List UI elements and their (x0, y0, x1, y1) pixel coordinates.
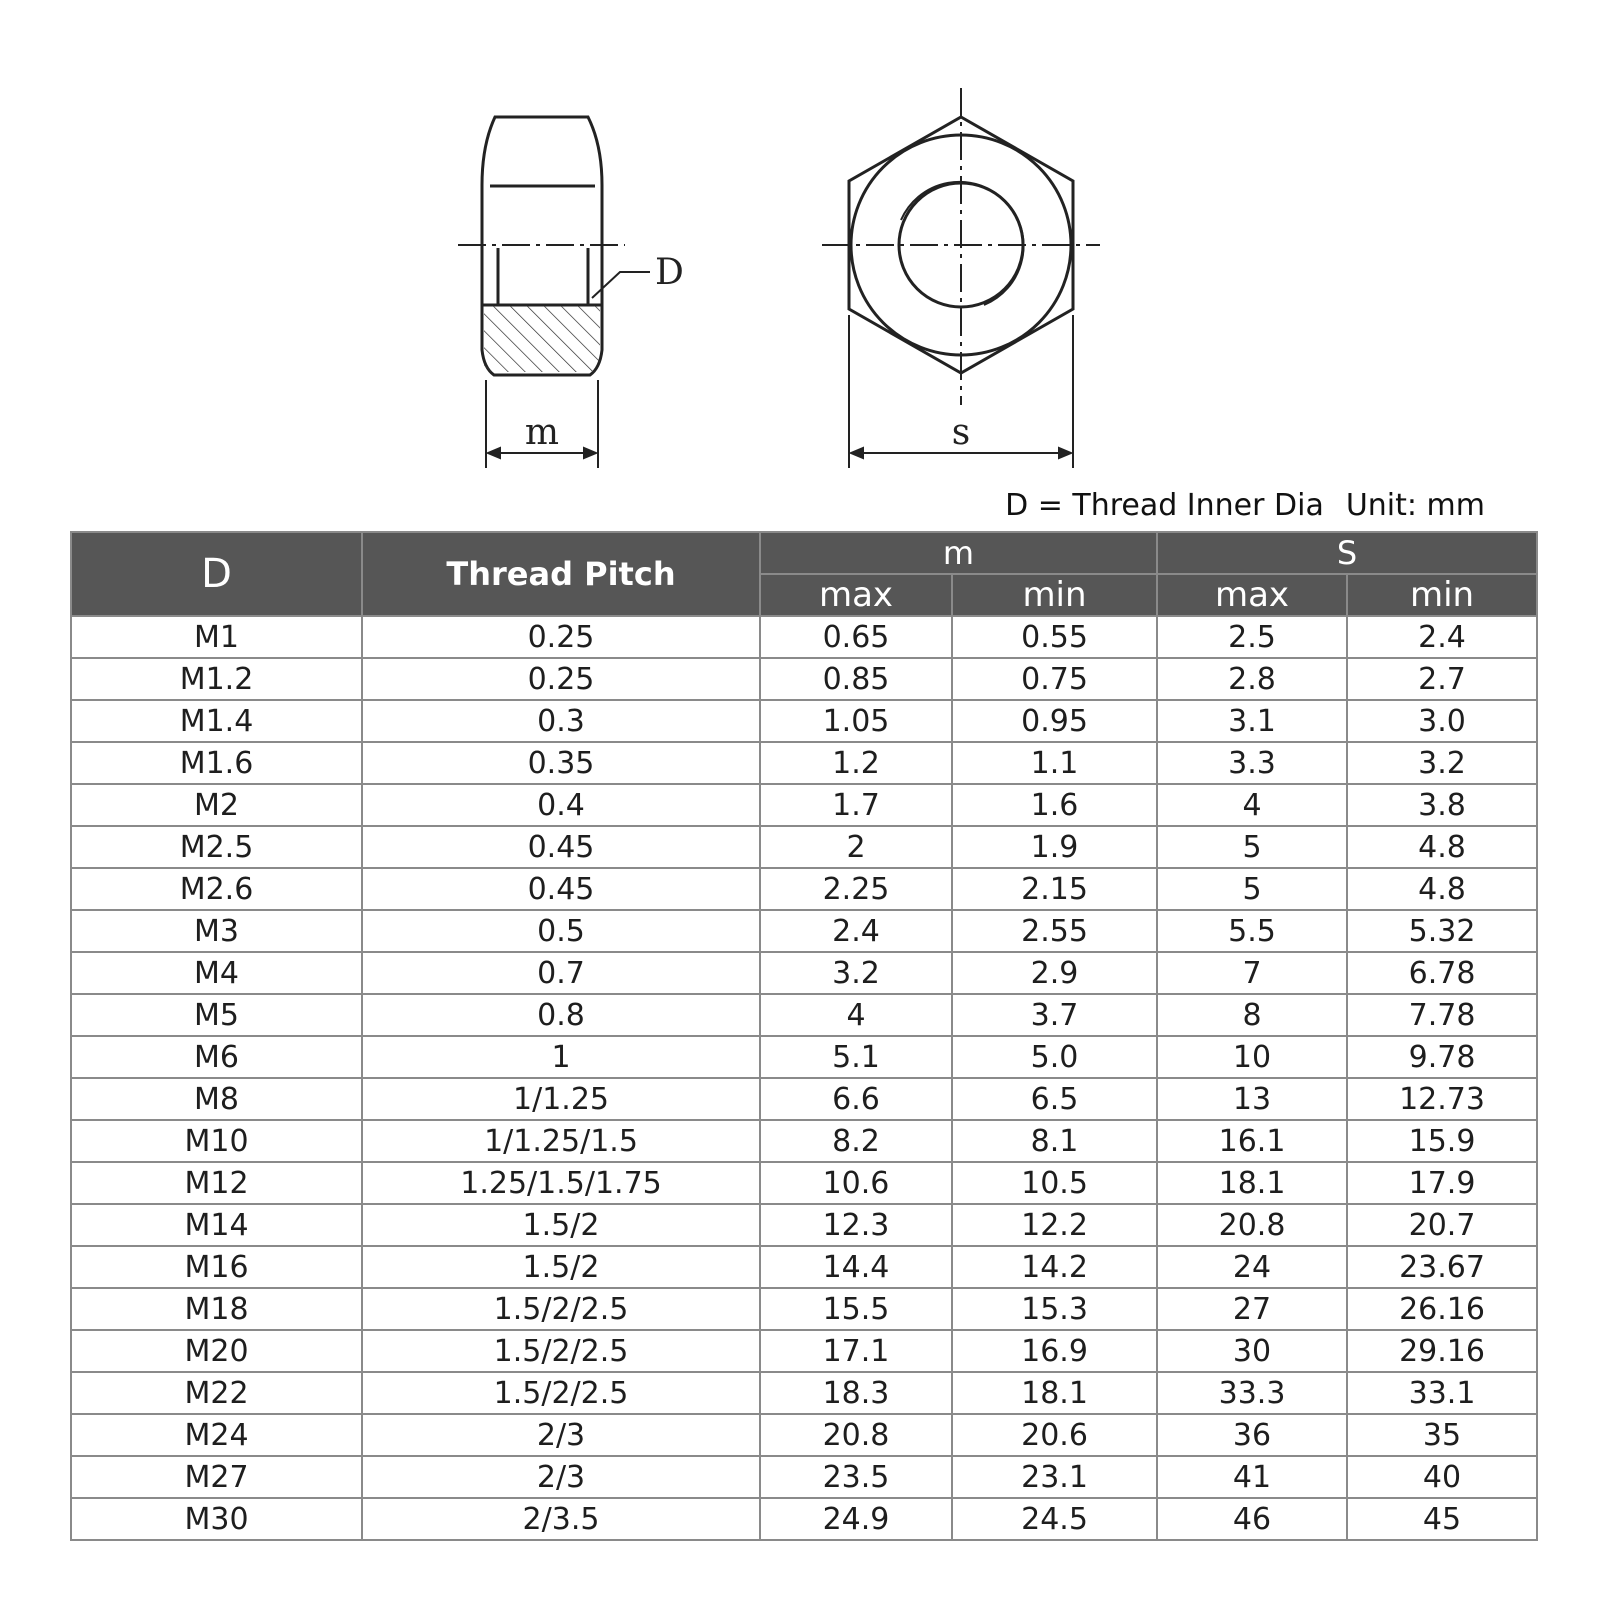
s-max-cell: 5 (1157, 826, 1347, 868)
header-s: S (1157, 532, 1537, 574)
m-max-cell: 2.25 (760, 868, 952, 910)
m-min-cell: 23.1 (952, 1456, 1157, 1498)
table-row (71, 1204, 1537, 1246)
s-min-cell: 4.8 (1347, 826, 1537, 868)
s-max-cell: 46 (1157, 1498, 1347, 1540)
m-max-cell: 20.8 (760, 1414, 952, 1456)
s-min-cell: 15.9 (1347, 1120, 1537, 1162)
d-cell: M16 (71, 1246, 362, 1288)
s-max-cell: 41 (1157, 1456, 1347, 1498)
pitch-cell: 1.5/2 (362, 1204, 760, 1246)
d-cell: M30 (71, 1498, 362, 1540)
s-min-cell: 3.8 (1347, 784, 1537, 826)
d-cell: M20 (71, 1330, 362, 1372)
s-max-cell: 3.3 (1157, 742, 1347, 784)
pitch-cell: 1.5/2/2.5 (362, 1330, 760, 1372)
m-min-cell: 24.5 (952, 1498, 1157, 1540)
m-min-cell: 18.1 (952, 1372, 1157, 1414)
thread-note: D = Thread Inner Dia (1005, 488, 1324, 523)
header-m-max: max (760, 574, 952, 616)
s-max-cell: 30 (1157, 1330, 1347, 1372)
pitch-cell: 0.5 (362, 910, 760, 952)
d-cell: M24 (71, 1414, 362, 1456)
s-min-cell: 40 (1347, 1456, 1537, 1498)
s-min-cell: 7.78 (1347, 994, 1537, 1036)
table-row (71, 1246, 1537, 1288)
top-center-lines (822, 88, 1100, 405)
pitch-cell: 0.25 (362, 616, 760, 658)
table-row (71, 1162, 1537, 1204)
s-max-cell: 4 (1157, 784, 1347, 826)
m-min-cell: 1.1 (952, 742, 1157, 784)
header-m-min: min (952, 574, 1157, 616)
m-max-cell: 2 (760, 826, 952, 868)
d-cell: M22 (71, 1372, 362, 1414)
d-cell: M18 (71, 1288, 362, 1330)
d-cell: M4 (71, 952, 362, 994)
pitch-cell: 0.8 (362, 994, 760, 1036)
s-min-cell: 9.78 (1347, 1036, 1537, 1078)
nut-spec-table (70, 531, 1538, 1541)
m-max-cell: 18.3 (760, 1372, 952, 1414)
table-row (71, 952, 1537, 994)
pitch-cell: 0.35 (362, 742, 760, 784)
pitch-cell: 1/1.25 (362, 1078, 760, 1120)
table-row (71, 1120, 1537, 1162)
m-min-cell: 15.3 (952, 1288, 1157, 1330)
d-cell: M5 (71, 994, 362, 1036)
m-max-cell: 6.6 (760, 1078, 952, 1120)
m-max-cell: 15.5 (760, 1288, 952, 1330)
d-cell: M3 (71, 910, 362, 952)
pitch-cell: 1.5/2/2.5 (362, 1288, 760, 1330)
s-min-cell: 5.32 (1347, 910, 1537, 952)
m-max-cell: 14.4 (760, 1246, 952, 1288)
table-row (71, 616, 1537, 658)
m-max-cell: 23.5 (760, 1456, 952, 1498)
header-thread-pitch: Thread Pitch (362, 532, 760, 616)
m-min-cell: 10.5 (952, 1162, 1157, 1204)
m-min-cell: 2.55 (952, 910, 1157, 952)
header-m: m (760, 532, 1157, 574)
pitch-cell: 0.25 (362, 658, 760, 700)
m-min-cell: 12.2 (952, 1204, 1157, 1246)
s-min-cell: 35 (1347, 1414, 1537, 1456)
m-min-cell: 3.7 (952, 994, 1157, 1036)
pitch-cell: 2/3 (362, 1456, 760, 1498)
m-min-cell: 1.9 (952, 826, 1157, 868)
pitch-cell: 0.45 (362, 826, 760, 868)
pitch-cell: 1/1.25/1.5 (362, 1120, 760, 1162)
s-max-cell: 2.8 (1157, 658, 1347, 700)
m-max-cell: 0.65 (760, 616, 952, 658)
s-min-cell: 2.4 (1347, 616, 1537, 658)
m-max-cell: 10.6 (760, 1162, 952, 1204)
m-min-cell: 8.1 (952, 1120, 1157, 1162)
table-row (71, 742, 1537, 784)
d-cell: M27 (71, 1456, 362, 1498)
s-max-cell: 20.8 (1157, 1204, 1347, 1246)
s-max-cell: 2.5 (1157, 616, 1347, 658)
d-cell: M1.2 (71, 658, 362, 700)
m-max-cell: 17.1 (760, 1330, 952, 1372)
table-row (71, 1456, 1537, 1498)
s-max-cell: 7 (1157, 952, 1347, 994)
table-row (71, 1372, 1537, 1414)
m-min-cell: 14.2 (952, 1246, 1157, 1288)
table-row (71, 868, 1537, 910)
m-max-cell: 24.9 (760, 1498, 952, 1540)
m-max-cell: 8.2 (760, 1120, 952, 1162)
s-min-cell: 3.2 (1347, 742, 1537, 784)
s-min-cell: 4.8 (1347, 868, 1537, 910)
m-min-cell: 0.75 (952, 658, 1157, 700)
table-body (71, 616, 1537, 1540)
m-max-cell: 12.3 (760, 1204, 952, 1246)
table-row (71, 1330, 1537, 1372)
pitch-cell: 0.45 (362, 868, 760, 910)
d-cell: M1.4 (71, 700, 362, 742)
pitch-cell: 2/3 (362, 1414, 760, 1456)
table-row (71, 910, 1537, 952)
s-max-cell: 13 (1157, 1078, 1347, 1120)
pitch-cell: 1.5/2 (362, 1246, 760, 1288)
m-min-cell: 2.9 (952, 952, 1157, 994)
d-cell: M2 (71, 784, 362, 826)
header-s-max: max (1157, 574, 1347, 616)
m-max-cell: 3.2 (760, 952, 952, 994)
s-max-cell: 33.3 (1157, 1372, 1347, 1414)
m-max-cell: 5.1 (760, 1036, 952, 1078)
table-row (71, 826, 1537, 868)
table-row (71, 1036, 1537, 1078)
table-row (71, 784, 1537, 826)
m-min-cell: 1.6 (952, 784, 1157, 826)
s-max-cell: 24 (1157, 1246, 1347, 1288)
pitch-cell: 1.5/2/2.5 (362, 1372, 760, 1414)
pitch-cell: 1.25/1.5/1.75 (362, 1162, 760, 1204)
unit-label: Unit: mm (1345, 488, 1485, 523)
s-min-cell: 2.7 (1347, 658, 1537, 700)
m-min-cell: 0.95 (952, 700, 1157, 742)
m-min-cell: 0.55 (952, 616, 1157, 658)
s-min-cell: 33.1 (1347, 1372, 1537, 1414)
m-min-cell: 5.0 (952, 1036, 1157, 1078)
d-cell: M12 (71, 1162, 362, 1204)
m-max-cell: 1.2 (760, 742, 952, 784)
d-cell: M8 (71, 1078, 362, 1120)
s-min-cell: 29.16 (1347, 1330, 1537, 1372)
hex-nut-drawing (0, 0, 1600, 480)
unit-note (983, 488, 1485, 523)
label-m: m (524, 412, 560, 453)
s-min-cell: 6.78 (1347, 952, 1537, 994)
s-max-cell: 8 (1157, 994, 1347, 1036)
d-cell: M6 (71, 1036, 362, 1078)
s-max-cell: 18.1 (1157, 1162, 1347, 1204)
s-min-cell: 12.73 (1347, 1078, 1537, 1120)
pitch-cell: 0.7 (362, 952, 760, 994)
table-row (71, 1078, 1537, 1120)
m-max-cell: 4 (760, 994, 952, 1036)
m-min-cell: 16.9 (952, 1330, 1157, 1372)
s-min-cell: 26.16 (1347, 1288, 1537, 1330)
pitch-cell: 1 (362, 1036, 760, 1078)
table-row (71, 1288, 1537, 1330)
m-max-cell: 2.4 (760, 910, 952, 952)
s-min-cell: 3.0 (1347, 700, 1537, 742)
table-row (71, 658, 1537, 700)
header-d: D (71, 532, 362, 616)
d-cell: M2.6 (71, 868, 362, 910)
d-cell: M10 (71, 1120, 362, 1162)
s-max-cell: 10 (1157, 1036, 1347, 1078)
m-max-cell: 0.85 (760, 658, 952, 700)
m-min-cell: 2.15 (952, 868, 1157, 910)
m-max-cell: 1.7 (760, 784, 952, 826)
pitch-cell: 2/3.5 (362, 1498, 760, 1540)
s-min-cell: 23.67 (1347, 1246, 1537, 1288)
m-min-cell: 6.5 (952, 1078, 1157, 1120)
table-row (71, 1414, 1537, 1456)
s-max-cell: 27 (1157, 1288, 1347, 1330)
s-min-cell: 17.9 (1347, 1162, 1537, 1204)
s-max-cell: 5.5 (1157, 910, 1347, 952)
s-min-cell: 20.7 (1347, 1204, 1537, 1246)
s-max-cell: 16.1 (1157, 1120, 1347, 1162)
s-max-cell: 5 (1157, 868, 1347, 910)
header-s-min: min (1347, 574, 1537, 616)
d-cell: M1 (71, 616, 362, 658)
d-cell: M2.5 (71, 826, 362, 868)
s-min-cell: 45 (1347, 1498, 1537, 1540)
m-min-cell: 20.6 (952, 1414, 1157, 1456)
pitch-cell: 0.4 (362, 784, 760, 826)
s-max-cell: 36 (1157, 1414, 1347, 1456)
label-d: D (655, 252, 684, 293)
pitch-cell: 0.3 (362, 700, 760, 742)
d-cell: M1.6 (71, 742, 362, 784)
m-max-cell: 1.05 (760, 700, 952, 742)
d-cell: M14 (71, 1204, 362, 1246)
table-row (71, 700, 1537, 742)
label-s: s (951, 412, 971, 453)
table-row (71, 994, 1537, 1036)
table-row (71, 1498, 1537, 1540)
s-max-cell: 3.1 (1157, 700, 1347, 742)
